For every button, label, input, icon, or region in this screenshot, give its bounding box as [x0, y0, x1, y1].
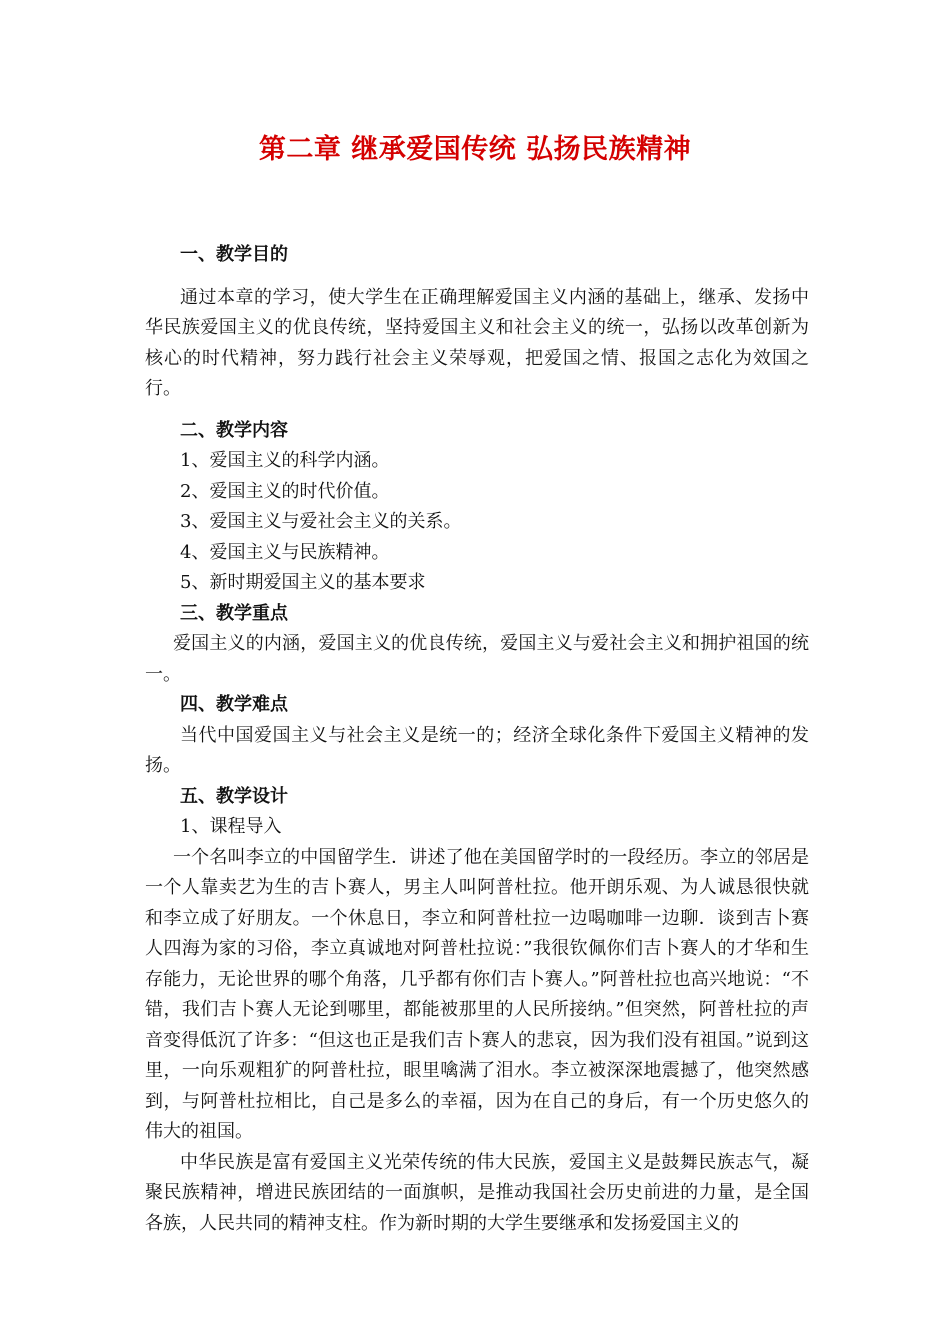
design-subheading-intro: 1、课程导入 — [180, 816, 282, 837]
section-heading-content: 二、教学内容 — [180, 419, 288, 441]
document-title: 第二章 继承爱国传统 弘扬民族精神 — [258, 134, 692, 165]
intro-story-paragraph: 一个名叫李立的中国留学生．讲述了他在美国留学时的一段经历。李立的邻居是一个人靠卖艺为生的吉卜赛人，男主人叫阿普杜拉。他开朗乐观、为人诚恳很快就和李立成了好朋友。一个休息日，李立和阿普杜拉一边喝咖啡一边聊．谈到吉卜赛人四海为家的习俗，李立真诚地对阿普杜拉说：”我很钦佩你们吉卜赛人的才华和生存能力，无论世界的哪个角落，几乎都有你们吉卜赛人。”阿普杜拉也高兴地说：“不错，我们吉卜赛人无论到哪里，都能被那里的人民所接纳。”但突然，阿普杜拉的声音变得低沉了许多：“但这也正是我们吉卜赛人的悲哀，因为我们没有祖国。”说到这里，一向乐观粗犷的阿普杜拉，眼里噙满了泪水。李立被深深地震撼了，他突然感到，与阿普杜拉相比，自己是多么的幸福，因为在自己的身后，有一个历史悠久的伟大的祖国。 — [145, 846, 809, 1142]
content-list-item: 5、新时期爱国主义的基本要求 — [180, 572, 426, 593]
objectives-paragraph: 通过本章的学习，使大学生在正确理解爱国主义内涵的基础上，继承、发扬中华民族爱国主义的优良传统，坚持爱国主义和社会主义的统一，弘扬以改革创新为核心的时代精神，努力践行社会主义荣辱观，把爱国之情、报国之志化为效国之行。 — [145, 286, 809, 399]
content-list-item: 1、爱国主义的科学内涵。 — [180, 450, 390, 471]
section-heading-key-points: 三、教学重点 — [180, 602, 288, 624]
document-body — [145, 240, 809, 1239]
section-heading-difficulties: 四、教学难点 — [180, 694, 288, 715]
intro-summary-paragraph: 中华民族是富有爱国主义光荣传统的伟大民族，爱国主义是鼓舞民族志气，凝聚民族精神，增进民族团结的一面旗帜，是推动我国社会历史前进的力量，是全国各族，人民共同的精神支柱。作为新时期的大学生要继承和发扬爱国主义的 — [145, 1151, 809, 1234]
content-list-item: 4、爱国主义与民族精神。 — [180, 541, 390, 563]
content-list-item: 2、爱国主义的时代价值。 — [180, 480, 390, 502]
key-points-paragraph: 爱国主义的内涵，爱国主义的优良传统，爱国主义与爱社会主义和拥护祖国的统一。 — [145, 633, 809, 685]
content-list-item: 3、爱国主义与爱社会主义的关系。 — [180, 511, 462, 532]
section-heading-design: 五、教学设计 — [180, 785, 288, 807]
section-heading-objectives: 一、教学目的 — [180, 244, 288, 265]
difficulties-paragraph: 当代中国爱国主义与社会主义是统一的；经济全球化条件下爱国主义精神的发扬。 — [145, 724, 809, 776]
